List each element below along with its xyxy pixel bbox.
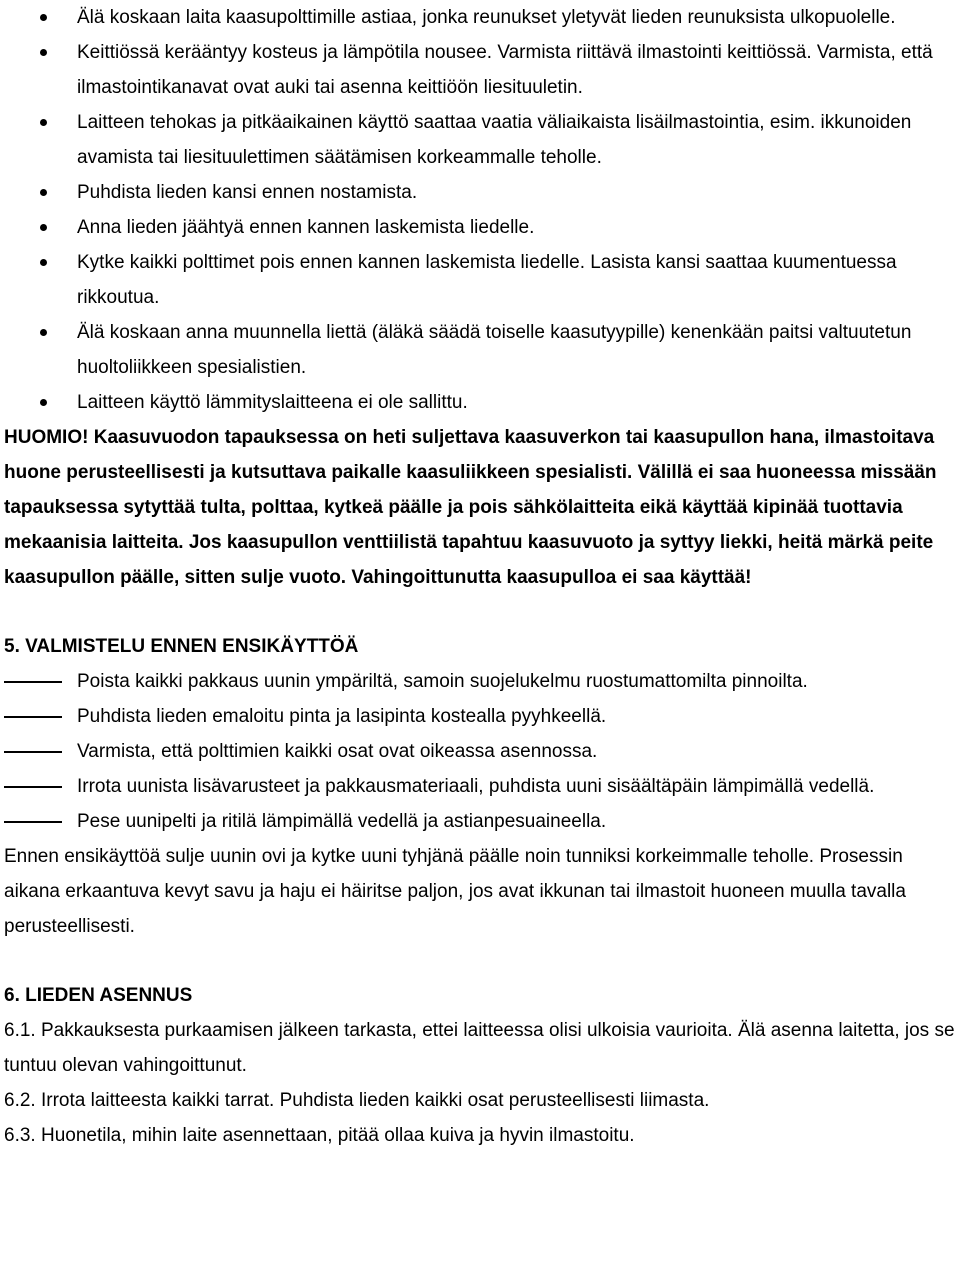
list-item-text: Kytke kaikki polttimet pois ennen kannen laskemista liedelle. Lasista kansi saattaa kuumentuessa rikkoutua. [77,252,897,308]
paragraph-6-1: 6.1. Pakkauksesta purkaamisen jälkeen tarkasta, ettei laitteessa olisi ulkoisia vaurioita. Älä asenna laitetta, jos se tuntuu olevan vahingoittunut. [4,1020,955,1076]
spacer [4,595,956,629]
list-item [4,245,956,315]
list-item-text: Irrota uunista lisävarusteet ja pakkausmateriaali, puhdista uuni sisäältäpäin lämpimällä vedellä. [77,776,875,797]
list-item-text: Puhdista lieden emaloitu pinta ja lasipinta kostealla pyyhkeellä. [77,706,607,727]
preparation-list [4,664,956,839]
section-5-title: 5. VALMISTELU ENNEN ENSIKÄYTTÖÄ [4,636,359,657]
paragraph-6-3: 6.3. Huonetila, mihin laite asennettaan, pitää ollaa kuiva ja hyvin ilmastoitu. [4,1125,635,1146]
list-item [4,35,956,105]
list-item-text: Laitteen tehokas ja pitkäaikainen käyttö saattaa vaatia väliaikaista lisäilmastointia, esim. ikkunoiden avamista tai liesituulettimen säätämisen korkeammalle teholle. [77,112,912,168]
list-item [4,385,956,420]
warning-text: Kaasuvuodon tapauksessa on heti suljettava kaasuverkon tai kaasupullon hana, ilmastoitava huone perusteellisesti ja kutsuttava paikalle kaasuliikkeen spesialisti. Välillä ei saa huoneessa missään tapauksessa sytyttää tulta, polttaa, kytkeä päälle ja pois sähkölaitteita eikä käyttää kipinää tuottavia mekaanisia laitteita. Jos kaasupullon venttiilistä tapahtuu kaasuvuoto ja syttyy liekki, heitä märkä peite kaasupullon päälle, sitten sulje vuoto. Vahingoittunutta kaasupulloa ei saa käyttää! [4,427,937,588]
bullet-icon [40,259,47,266]
first-use-paragraph: Ennen ensikäyttöä sulje uunin ovi ja kytke uuni tyhjänä päälle noin tunniksi korkeimmalle teholle. Prosessin aikana erkaantuva kevyt savu ja haju ei häiritse paljon, jos avat ikkunan tai ilmastoit huoneen muulla tavalla perusteellisesti. [4,846,906,937]
list-item [4,804,956,839]
bullet-icon [40,14,47,21]
list-item [4,734,956,769]
warning-label: HUOMIO! [4,427,89,448]
list-item-text: Pese uunipelti ja ritilä lämpimällä vedellä ja astianpesuaineella. [77,811,607,832]
paragraph-6-2: 6.2. Irrota laitteesta kaikki tarrat. Puhdista lieden kaikki osat perusteellisesti liimasta. [4,1090,710,1111]
dash-icon [4,786,62,788]
bullet-icon [40,189,47,196]
dash-icon [4,751,62,753]
list-item [4,105,956,175]
dash-icon [4,681,62,683]
list-item-text: Älä koskaan laita kaasupolttimille astiaa, jonka reunukset yletyvät lieden reunuksista ulkopuolelle. [77,7,896,28]
list-item-text: Varmista, että polttimien kaikki osat ovat oikeassa asennossa. [77,741,598,762]
list-item-text: Laitteen käyttö lämmityslaitteena ei ole sallittu. [77,392,468,413]
dash-icon [4,716,62,718]
list-item [4,175,956,210]
list-item-text: Anna lieden jäähtyä ennen kannen laskemista liedelle. [77,217,535,238]
bullet-icon [40,399,47,406]
list-item-text: Puhdista lieden kansi ennen nostamista. [77,182,418,203]
list-item-text: Älä koskaan anna muunnella liettä (äläkä säädä toiselle kaasutyypille) kenenkään paitsi valtuutetun huoltoliikkeen spesialistien. [77,322,912,378]
list-item [4,664,956,699]
bullet-icon [40,119,47,126]
bullet-icon [40,224,47,231]
bullet-icon [40,49,47,56]
section-6-title: 6. LIEDEN ASENNUS [4,985,193,1006]
gas-leak-warning [4,420,956,595]
list-item-text: Keittiössä kerääntyy kosteus ja lämpötila nousee. Varmista riittävä ilmastointi keittiössä. Varmista, että ilmastointikanavat ovat auki tai asenna keittiöön liesituuletin. [77,42,933,98]
dash-icon [4,821,62,823]
list-item [4,699,956,734]
bullet-icon [40,329,47,336]
safety-bullet-list [4,0,956,420]
list-item [4,769,956,804]
spacer [4,944,956,978]
list-item [4,210,956,245]
list-item-text: Poista kaikki pakkaus uunin ympäriltä, samoin suojelukelmu ruostumattomilta pinnoilta. [77,671,808,692]
list-item [4,315,956,385]
list-item [4,0,956,35]
